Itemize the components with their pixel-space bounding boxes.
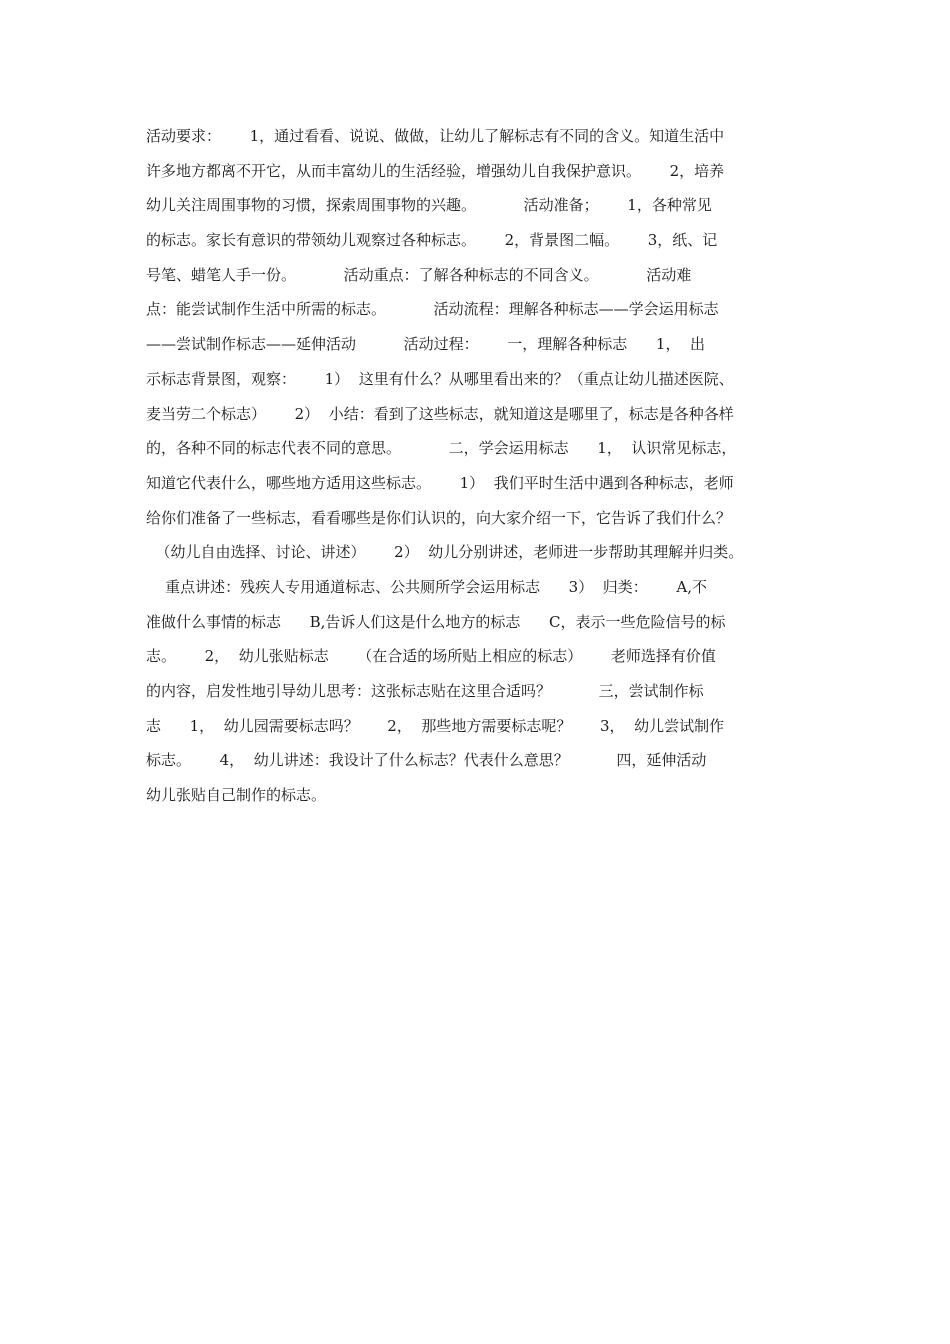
text-line: 幼儿关注周围事物的习惯，探索周围事物的兴趣。 活动准备； 1，各种常见: [146, 196, 712, 215]
text-line: 活动要求： 1，通过看看、说说、做做，让幼儿了解标志有不同的含义。知道生活中: [146, 127, 725, 145]
text-line: 幼儿张贴自己制作的标志。: [146, 786, 327, 805]
text-line: 点：能尝试制作生活中所需的标志。 活动流程：理解各种标志——学会运用标志: [146, 300, 719, 319]
text-line: 许多地方都离不开它，从而丰富幼儿的生活经验，增强幼儿自我保护意识。 2，培养: [146, 161, 725, 180]
text-line: 重点讲述：残疾人专用通道标志、公共厕所学会运用标志 3） 归类： A,不: [146, 577, 707, 596]
text-line: ——尝试制作标志——延伸活动 活动过程： 一，理解各种标志 1， 出: [146, 335, 705, 354]
text-line: 号笔、蜡笔人手一份。 活动重点：了解各种标志的不同含义。 活动难: [146, 265, 692, 284]
text-line: 给你们准备了一些标志，看看哪些是你们认识的，向大家介绍一下，它告诉了我们什么？: [146, 508, 732, 527]
text-line: 示标志背景图，观察： 1） 这里有什么？从哪里看出来的？（重点让幼儿描述医院、: [146, 369, 734, 388]
text-line: 知道它代表什么，哪些地方适用这些标志。 1） 我们平时生活中遇到各种标志，老师: [146, 473, 734, 492]
text-line: 志。 2， 幼儿张贴标志 （在合适的场所贴上相应的标志） 老师选择有价值: [146, 647, 716, 666]
text-line: 志 1， 幼儿园需要标志吗？ 2， 那些地方需要标志呢？ 3， 幼儿尝试制作: [146, 716, 725, 735]
lesson-plan-text: [146, 122, 826, 816]
text-line: 麦当劳二个标志） 2） 小结：看到了这些标志，就知道这是哪里了，标志是各种各样: [146, 404, 734, 423]
text-line: 的内容，启发性地引导幼儿思考：这张标志贴在这里合适吗？ 三，尝试制作标: [146, 682, 704, 700]
text-line: （幼儿自由选择、讨论、讲述） 2） 幼儿分别讲述，老师进一步帮助其理解并归类。: [146, 543, 744, 562]
text-line: 的，各种不同的标志代表不同的意思。 二，学会运用标志 1， 认识常见标志，: [146, 439, 737, 458]
text-line: 的标志。家长有意识的带领幼儿观察过各种标志。 2，背景图二幅。 3，纸、记: [146, 231, 718, 250]
text-line: 标志。 4， 幼儿讲述：我设计了什么标志？代表什么意思？ 四，延伸活动: [146, 751, 707, 770]
text-line: 准做什么事情的标志 B,告诉人们这是什么地方的标志 C，表示一些危险信号的标: [146, 612, 726, 631]
